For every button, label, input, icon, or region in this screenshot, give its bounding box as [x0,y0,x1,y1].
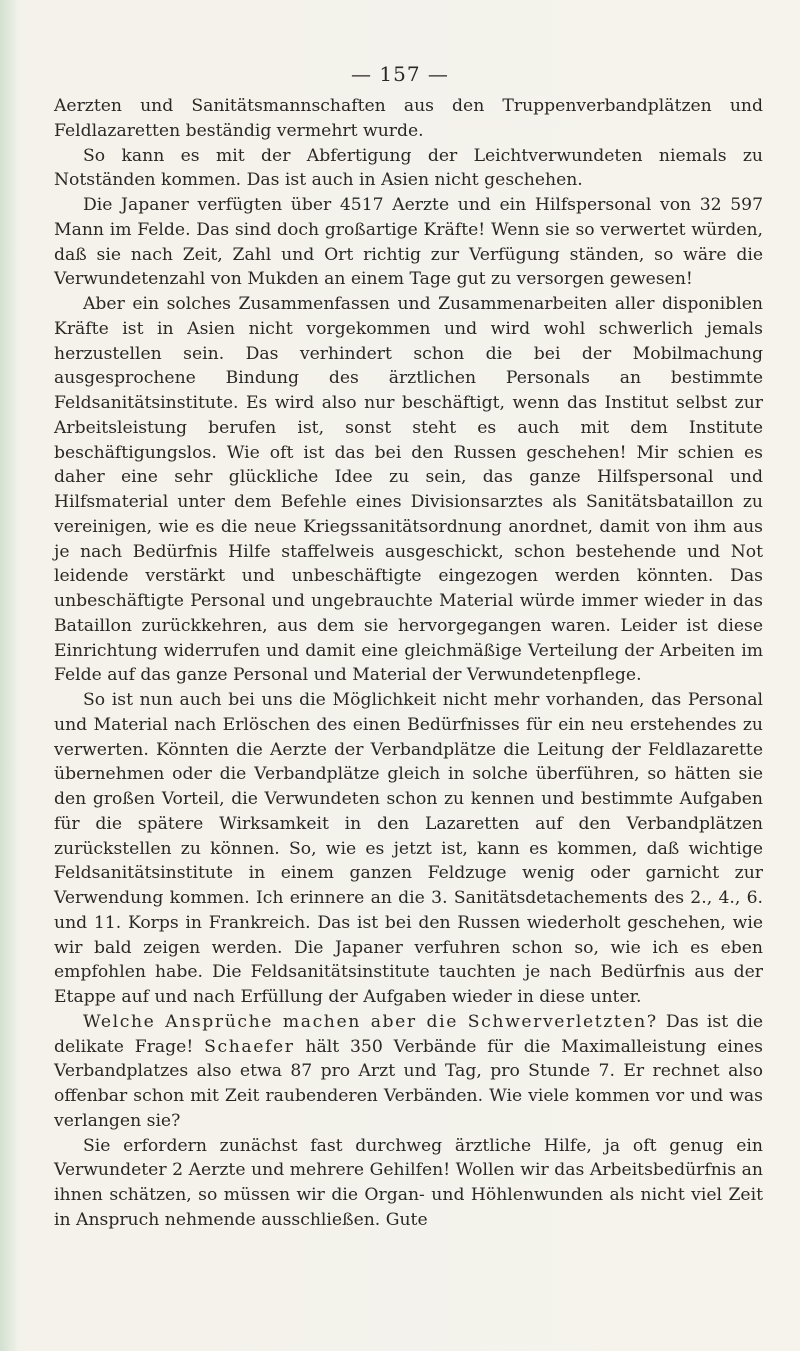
paragraph: Sie erfordern zunächst fast durchweg ärztliche Hilfe, ja oft genug ein Verwundeter 2 Aerzte und mehrere Gehilfen! Wollen wir das Arbeitsbedürfnis an ihnen schätzen, so müssen wir die Organ- und Höhlenwunden als nicht viel Zeit in Anspruch nehmende ausschließen. Gute [54,1135,763,1230]
paragraph: Die Japaner verfügten über 4517 Aerzte und ein Hilfspersonal von 32 597 Mann im Felde. Das sind doch großartige Kräfte! Wenn sie so verwertet würden, daß sie nach Zeit, Zahl und Ort richtig zur Verfügung ständen, so wäre die Verwundetenzahl von Mukden an einem Tage gut zu versorgen gewesen! [54,195,763,290]
paragraph: So ist nun auch bei uns die Möglichkeit nicht mehr vorhanden, das Personal und Material nach Erlöschen des einen Bedürfnisses für ein neu erstehendes zu verwerten. Könnten die Aerzte der Verbandplätze die Leitung der Feldlazarette übernehmen oder die Verbandplätze gleich in solche überführen, so hätten sie den großen Vorteil, die Verwundeten schon zu kennen und bestimmte Aufgaben für die spätere Wirksamkeit in den Lazaretten auf den Verbandplätzen zurückstellen zu können. So, wie es jetzt ist, kann es kommen, daß wichtige Feldsanitätsinstitute in einem ganzen Feldzuge wenig oder garnicht zur Verwendung kommen. Ich erinnere an die 3. Sanitätsdetachements des 2., 4., 6. und 11. Korps in Frankreich. Das ist bei den Russen wiederholt geschehen, wie wir bald zeigen werden. Die Japaner verfuhren schon so, wie ich es eben empfohlen habe. Die Feldsanitätsinstitute tauchten je nach Bedürfnis aus der Etappe auf und nach Erfüllung der Aufgaben wieder in diese unter. [54,690,763,1007]
spaced-author-name: Schaefer [204,1036,295,1057]
paragraph [54,1010,763,1134]
paragraph: Aber ein solches Zusammenfassen und Zusammenarbeiten aller disponiblen Kräfte ist in Asien nicht vorgekommen und wird wohl schwerlich jemals herzustellen sein. Das verhindert schon die bei der Mobilmachung ausgesprochene Bindung des ärztlichen Personals an bestimmte Feldsanitätsinstitute. Es wird also nur beschäftigt, wenn das Institut selbst zur Arbeitsleistung berufen ist, sonst steht es auch mit dem Institute beschäftigungslos. Wie oft ist das bei den Russen geschehen! Mir schien es daher eine sehr glückliche Idee zu sein, das ganze Hilfspersonal und Hilfsmaterial unter dem Befehle eines Divisionsarztes als Sanitätsbataillon zu vereinigen, wie es die neue Kriegssanitätsordnung anordnet, damit von ihm aus je nach Bedürfnis Hilfe staffelweis ausgeschickt, schon bestehende und Not leidende verstärkt und unbeschäftigte eingezogen werden könnten. Das unbeschäftigte Personal und ungebrauchte Material würde immer wieder in das Bataillon zurückkehren, aus dem sie hervorgegangen waren. Leider ist diese Einrichtung widerrufen und damit eine gleichmäßige Verteilung der Arbeiten im Felde auf das ganze Personal und Material der Verwundetenpflege. [54,294,763,686]
page-gutter-shading [0,0,18,1351]
body-text [54,94,763,1233]
paragraph-text: hält 350 Verbände für die Maximalleistung eines Verbandplatzes also etwa 87 pro Arzt und Tag, pro Stunde 7. Er rechnet also offenbar schon mit Zeit raubenderen Verbänden. Wie viele kommen vor und was verlangen sie? [54,1036,763,1131]
paragraph-text: Das ist die delikate Frage! [54,1011,763,1057]
spaced-question: Welche Ansprüche machen aber die Schwerverletzten? [83,1011,658,1032]
page-number: — 157 — [351,62,449,86]
paragraph-continuation: Aerzten und Sanitätsmannschaften aus den Truppenverbandplätzen und Feldlazaretten beständig vermehrt wurde. [54,96,763,141]
paragraph: So kann es mit der Abfertigung der Leichtverwundeten niemals zu Notständen kommen. Das ist auch in Asien nicht geschehen. [54,145,763,191]
